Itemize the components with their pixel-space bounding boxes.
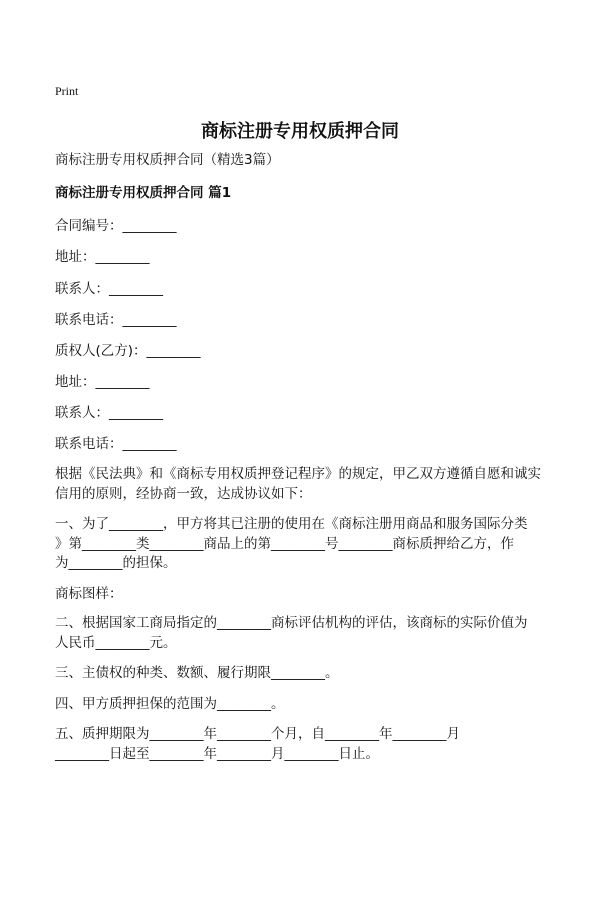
field-address: 地址：________ xyxy=(55,249,150,265)
clause-5 xyxy=(55,725,460,764)
paragraph-line: 二、根据国家工商局指定的________商标评估机构的评估，该商标的实际价值为 xyxy=(55,615,528,631)
clause-4 xyxy=(55,695,285,715)
field-phone: 联系电话：________ xyxy=(55,312,177,328)
field-address-2: 地址：________ xyxy=(55,374,150,390)
paragraph-line: 人民币________元。 xyxy=(55,634,177,651)
clause-3 xyxy=(55,664,339,684)
paragraph-line: 五、质押期限为________年________个月，自________年________月 xyxy=(55,726,460,742)
paragraph-line: 》第________类________商品上的第________号________商标质押给乙方，作 xyxy=(55,535,514,552)
field-pledgee: 质权人(乙方)：________ xyxy=(55,343,201,359)
document-title: 商标注册专用权质押合同 xyxy=(201,121,399,142)
trademark-sample xyxy=(55,585,123,605)
field-contract-number: 合同编号：________ xyxy=(55,218,177,234)
paragraph-line: 一、为了________，甲方将其已注册的使用在《商标注册用商品和服务国际分类 xyxy=(55,516,528,532)
paragraph-line: 根据《民法典》和《商标专用权质押登记程序》的规定，甲乙双方遵循自愿和诚实 xyxy=(55,466,541,482)
clause-2 xyxy=(55,614,528,653)
paragraph-line: 为________的担保。 xyxy=(55,555,177,571)
print-label[interactable]: Print xyxy=(55,84,79,98)
paragraph-line: 信用的原则，经协商一致，达成协议如下： xyxy=(55,485,312,502)
document-subtitle: 商标注册专用权质押合同（精选3篇） xyxy=(55,152,280,168)
paragraph-preamble xyxy=(55,465,541,504)
paragraph-line: ________日起至________年________月________日止。 xyxy=(55,745,379,762)
field-phone-2: 联系电话：________ xyxy=(55,436,177,452)
field-contact-2: 联系人：________ xyxy=(55,405,163,421)
paragraph-line: 商标图样： xyxy=(55,586,123,602)
field-contact: 联系人：________ xyxy=(55,281,163,297)
paragraph-line: 四、甲方质押担保的范围为________。 xyxy=(55,696,285,712)
section-heading: 商标注册专用权质押合同 篇1 xyxy=(55,185,232,201)
paragraph-line: 三、主债权的种类、数额、履行期限________。 xyxy=(55,665,339,681)
clause-1 xyxy=(55,515,528,574)
